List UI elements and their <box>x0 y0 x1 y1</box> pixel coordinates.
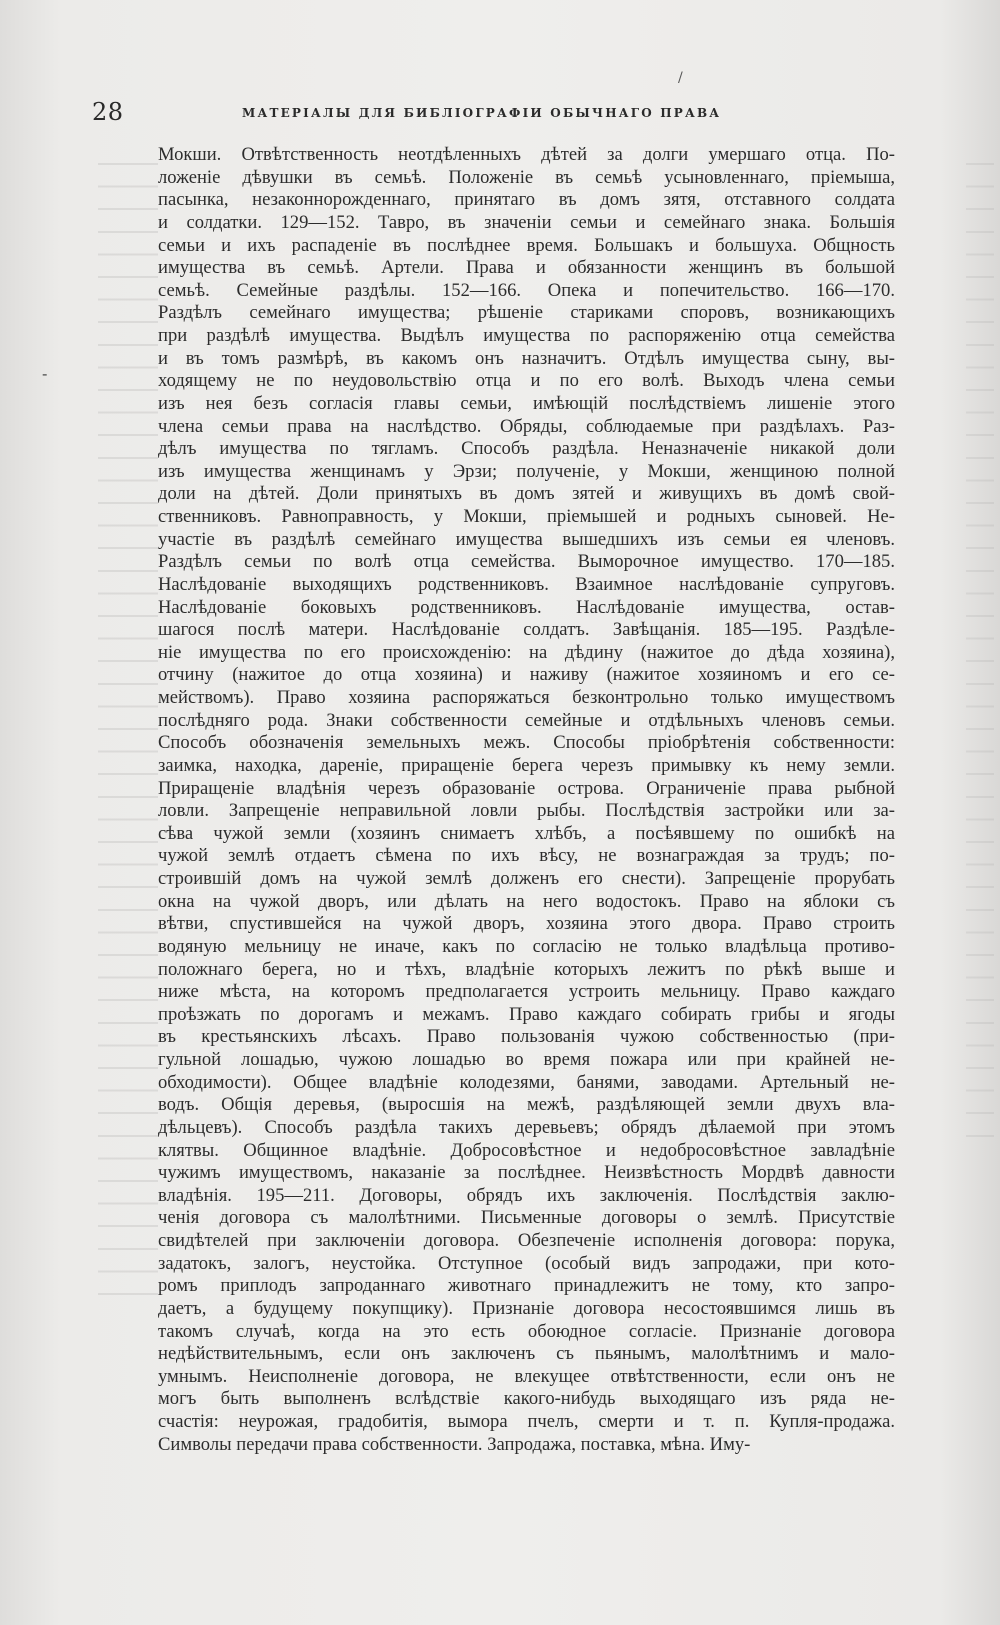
margin-mark: - <box>42 364 48 383</box>
text-line: обходимости). Общее владѣніе колодезями, банями, заводами. Артельный не- <box>158 1071 895 1093</box>
text-line: отчину (нажитое до отца хозяина) и наживу (нажитое хозяиномъ и его се- <box>158 664 895 686</box>
text-line: изъ нея безъ согласія главы семьи, имѣющій послѣдствіемъ лишеніе этого <box>158 392 895 414</box>
text-line: водяную мельницу не иначе, какъ по согласію не только владѣльца противо- <box>158 935 895 957</box>
text-line: шагося послѣ матери. Наслѣдованіе солдатъ. Завѣщанія. 185—195. Раздѣле- <box>158 619 895 641</box>
text-line: могъ быть выполненъ вслѣдствіе какого-нибудь выходящаго изъ ряда не- <box>158 1388 895 1410</box>
text-line: Наслѣдованіе выходящихъ родственниковъ. Взаимное наслѣдованіе супруговъ. <box>158 573 895 595</box>
text-line: вѣтви, спустившейся на чужой дворъ, хозяина этого двора. Право строить <box>158 913 895 935</box>
text-line: недѣйствительнымъ, если онъ заключенъ съ пьянымъ, малолѣтнимъ и мало- <box>158 1343 895 1365</box>
text-line: ловли. Запрещеніе неправильной ловли рыбы. Послѣдствія застройки или за- <box>158 800 895 822</box>
text-line: послѣдняго рода. Знаки собственности семейные и отдѣльныхъ членовъ семьи. <box>158 709 895 731</box>
text-line: изъ имущества женщинамъ у Эрзи; полученіе, у Мокши, женщиною полной <box>158 460 895 482</box>
text-line: дѣльцевъ). Способъ раздѣла такихъ деревьевъ; обрядъ дѣлаемой при этомъ <box>158 1116 895 1138</box>
text-line: положнаго берега, но и тѣхъ, владѣніе которыхъ лежитъ по рѣкѣ выше и <box>158 958 895 980</box>
text-line: чужимъ имуществомъ, наказаніе за послѣднее. Неизвѣстность Мордвѣ давности <box>158 1162 895 1184</box>
text-line: владѣнія. 195—211. Договоры, обрядъ ихъ заключенія. Послѣдствія заклю- <box>158 1184 895 1206</box>
text-line: Мокши. Отвѣтственность неотдѣленныхъ дѣтей за долги умершаго отца. По- <box>158 144 895 165</box>
text-line: ственниковъ. Равноправность, у Мокши, пріемышей и родныхъ сыновей. Не- <box>158 506 895 527</box>
text-line: и солдатки. 129—152. Тавро, въ значеніи семьи и семейнаго знака. Большія <box>158 211 895 233</box>
text-line: ходящему не по неудовольствію отца и по его волѣ. Выходъ члена семьи <box>158 370 895 392</box>
show-through-right <box>966 150 994 1150</box>
text-line: имущества въ семьѣ. Артели. Права и обязанности женщинъ въ большой <box>158 257 895 279</box>
text-line: члена семьи права на наслѣдство. Обряды, соблюдаемые при раздѣлахъ. Раз- <box>158 415 895 437</box>
text-line: Приращеніе владѣнія черезъ образованіе острова. Ограниченіе права рыбной <box>158 777 895 799</box>
text-line: чужой землѣ отдаетъ сѣмена по ихъ вѣсу, не вознаграждая за трудъ; по- <box>158 845 895 867</box>
text-line: свидѣтелей при заключеніи договора. Обезпеченіе исполненія договора: порука, <box>158 1230 895 1251</box>
text-line: водъ. Общія деревья, (выросшія на межѣ, раздѣляющей земли двухъ вла- <box>158 1094 895 1116</box>
text-line: доли на дѣтей. Доли принятыхъ въ домъ зятей и живущихъ въ домѣ свой- <box>158 483 895 505</box>
text-line: проѣзжать по дорогамъ и межамъ. Право каждаго собирать грибы и ягоды <box>158 1003 895 1025</box>
text-line: участіе въ раздѣлѣ семейнаго имущества вышедшихъ изъ семьи ея членовъ. <box>158 528 895 550</box>
text-line: умнымъ. Неисполненіе договора, не влекущее отвѣтственности, если онъ не <box>158 1365 895 1387</box>
text-line: гульной лошадью, чужою лошадью во время пожара или при крайней не- <box>158 1049 895 1070</box>
text-line: окна на чужой дворъ, или дѣлать на него водостокъ. Право на яблоки съ <box>158 890 895 912</box>
text-line: ромъ приплодъ запроданнаго животнаго принадлежитъ не тому, кто запро- <box>158 1275 895 1297</box>
text-line: ніе имущества по его происхожденію: на дѣдину (нажитое до дѣда хозяина), <box>158 641 895 663</box>
text-line: мействомъ). Право хозяина распоряжаться безконтрольно только имуществомъ <box>158 687 895 708</box>
text-line: семьѣ. Семейные раздѣлы. 152—166. Опека и попечительство. 166—170. <box>158 279 895 301</box>
body-text <box>158 144 895 1456</box>
text-line: пасынка, незаконнорожденнаго, принятаго въ домъ зятя, отставного солдата <box>158 189 895 211</box>
text-line: ложеніе дѣвушки въ семьѣ. Положеніе въ семьѣ усыновленнаго, пріемыша, <box>158 166 895 188</box>
text-line: сѣва чужой земли (хозяинъ снимаетъ хлѣбъ, а посѣявшему по ошибкѣ на <box>158 822 895 844</box>
text-line: Раздѣлъ семьи по волѣ отца семейства. Выморочное имущество. 170—185. <box>158 551 895 573</box>
show-through-left <box>98 150 158 1300</box>
text-line: семьи и ихъ распаденіе въ послѣднее время. Большакъ и большуха. Общность <box>158 234 895 256</box>
text-line: даетъ, а будущему покупщику). Признаніе договора несостоявшимся лишь въ <box>158 1297 895 1319</box>
text-line: строившій домъ на чужой землѣ долженъ его снести). Запрещеніе прорубать <box>158 868 895 889</box>
text-line: въ крестьянскихъ лѣсахъ. Право пользованія чужою собственностью (при- <box>158 1026 895 1048</box>
text-line: задатокъ, залогъ, неустойка. Отступное (особый видъ запродажи, при кото- <box>158 1252 895 1274</box>
text-line: и въ томъ размѣрѣ, въ какомъ онъ назначитъ. Отдѣлъ имущества сыну, вы- <box>158 347 895 369</box>
text-line: такомъ случаѣ, когда на это есть обоюдное согласіе. Признаніе договора <box>158 1320 895 1342</box>
text-line: счастія: неурожая, градобитія, вымора пчелъ, смерти и т. п. Купля-продажа. <box>158 1411 895 1432</box>
text-line: Символы передачи права собственности. Запродажа, поставка, мѣна. Иму- <box>158 1433 751 1455</box>
text-line: клятвы. Общинное владѣніе. Добросовѣстное и недобросовѣстное завладѣніе <box>158 1139 895 1161</box>
page-number: 28 <box>92 98 124 126</box>
pencil-mark: / <box>678 70 683 86</box>
text-line: дѣлъ имущества по тягламъ. Способъ раздѣла. Неназначеніе никакой доли <box>158 438 895 460</box>
page-header <box>92 98 752 130</box>
text-line: ниже мѣста, на которомъ предполагается устроить мельницу. Право каждаго <box>158 981 895 1003</box>
text-line: Раздѣлъ семейнаго имущества; рѣшеніе стариками споровъ, возникающихъ <box>158 302 895 324</box>
text-line: ченія договора съ малолѣтними. Письменные договоры о землѣ. Присутствіе <box>158 1207 895 1229</box>
text-line: при раздѣлѣ имущества. Выдѣлъ имущества по распоряженію отца семейства <box>158 325 895 346</box>
text-line: Способъ обозначенія земельныхъ межъ. Способы пріобрѣтенія собственности: <box>158 732 895 754</box>
text-line: Наслѣдованіе боковыхъ родственниковъ. Наслѣдованіе имущества, остав- <box>158 596 895 618</box>
text-line: заимка, находка, дареніе, приращеніе берега черезъ примывку къ нему земли. <box>158 754 895 776</box>
running-title: МАТЕРІАЛЫ ДЛЯ БИБЛІОГРАФІИ ОБЫЧНАГО ПРАВА <box>242 106 722 120</box>
